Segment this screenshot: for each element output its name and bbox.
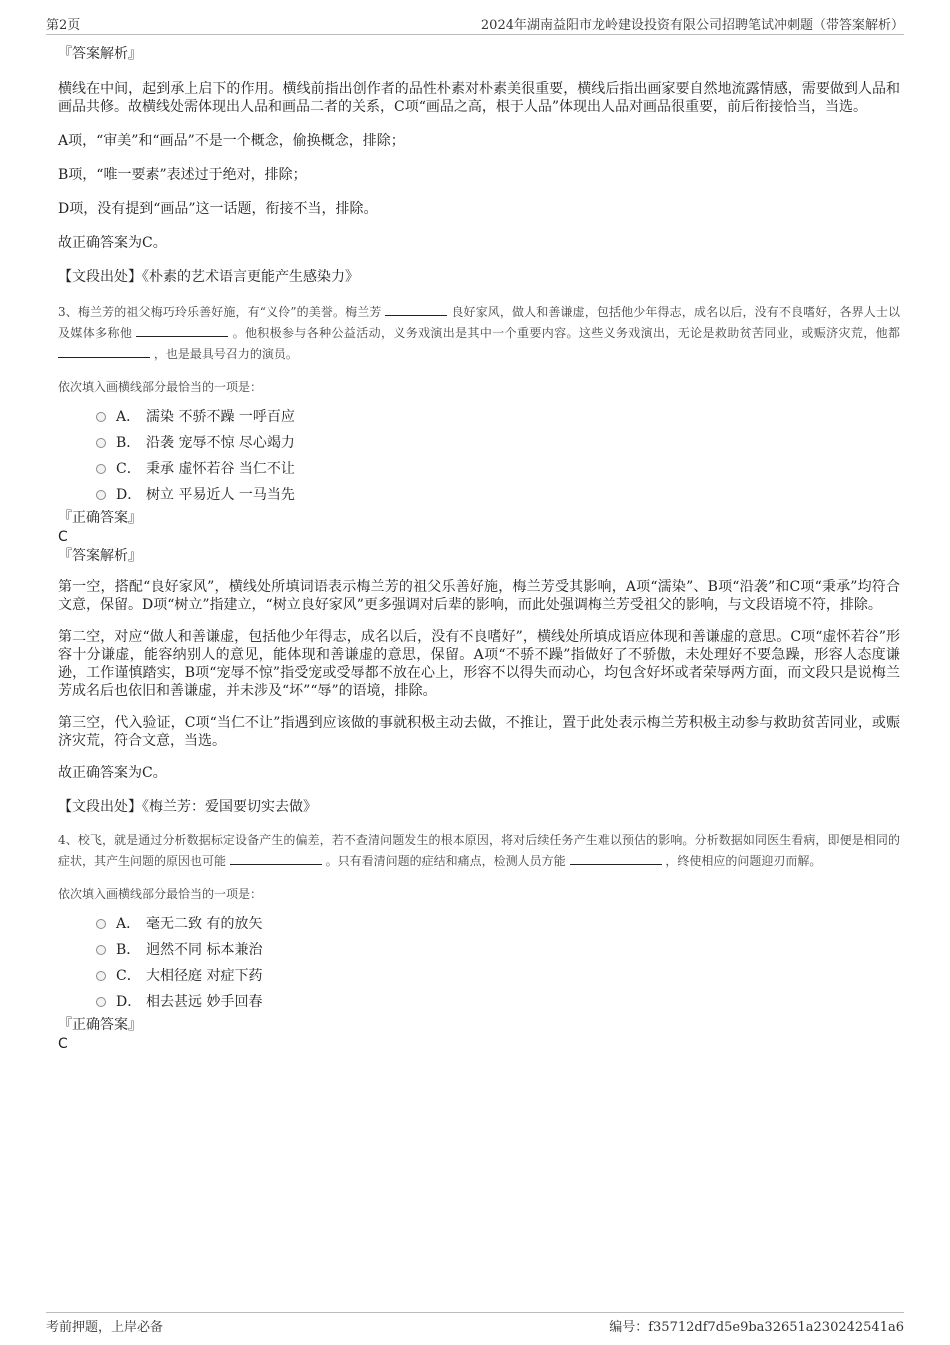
radio-button[interactable]: [96, 971, 106, 981]
fill-blank: [230, 852, 322, 865]
page-number: 第2页: [46, 18, 81, 33]
conclusion: 故正确答案为C。: [58, 235, 167, 251]
option-list: [96, 404, 900, 508]
footer-slogan: 考前押题，上岸必备: [46, 1320, 164, 1335]
radio-button[interactable]: [96, 919, 106, 929]
option-a[interactable]: A． 毫无二致 有的放矢: [96, 911, 900, 937]
page-header: [46, 14, 904, 35]
analysis-paragraph: B项，“唯一要素”表述过于绝对，排除；: [58, 167, 307, 183]
document-id: 编号：f35712df7d5e9ba32651a230242541a6: [609, 1320, 904, 1335]
analysis-paragraph: 第三空，代入验证，C项“当仁不让”指遇到应该做的事就积极主动去做，不推让，置于此处表示梅兰芳积极主动参与救助贫苦同业，或赈济灾荒，符合文意，当选。: [58, 715, 900, 749]
correct-answer-label: 『正确答案』: [58, 1017, 142, 1033]
option-b[interactable]: B． 迥然不同 标本兼治: [96, 937, 900, 963]
question-stem: 4、校飞，就是通过分析数据标定设备产生的偏差，若不查清问题发生的根本原因，将对后续任务产生难以预估的影响。分析数据如同医生看病，即便是相同的症状，其产生问题的原因也可能 。只有看清问题的症结和痛点，检测人员方能 ，终使相应的问题迎刃而解。: [58, 833, 900, 868]
document-body: [58, 44, 900, 1053]
option-d[interactable]: D． 树立 平易近人 一马当先: [96, 482, 900, 508]
question-stem: 3、梅兰芳的祖父梅巧玲乐善好施，有“义伶”的美誉。梅兰芳 良好家风，做人和善谦虚，包括他少年得志，成名以后，没有不良嗜好，各界人士以及媒体多称他 。他积极参与各种公益活动，义务戏演出是其中一个重要内容。这些义务戏演出，无论是救助贫苦同业，或赈济灾荒，他都 ，也是最具号召力的演员。: [58, 305, 900, 361]
radio-button[interactable]: [96, 997, 106, 1007]
option-b[interactable]: B． 沿袭 宠辱不惊 尽心竭力: [96, 430, 900, 456]
analysis-paragraph: 第二空，对应“做人和善谦虚，包括他少年得志，成名以后，没有不良嗜好”，横线处所填成语应体现和善谦虚的意思。C项“虚怀若谷”形容十分谦虚，能容纳别人的意见，能体现和善谦虚的意思，保留。A项“不骄不躁”指做好了不骄傲，未处理好不要急躁，形容人态度谦逊，工作谨慎踏实，B项“宠辱不惊”指受宠或受辱都不放在心上，形容不以得失而动心，均包含好坏或者荣辱两方面，而文段只是说梅兰芳成名后也依旧和善谦虚，并未涉及“坏”“辱”的语境，排除。: [58, 629, 900, 699]
option-c[interactable]: C． 秉承 虚怀若谷 当仁不让: [96, 456, 900, 482]
fill-blank: [58, 345, 150, 358]
option-a[interactable]: A． 濡染 不骄不躁 一呼百应: [96, 404, 900, 430]
analysis-paragraph: 第一空，搭配“良好家风”，横线处所填词语表示梅兰芳的祖父乐善好施，梅兰芳受其影响，A项“濡染”、B项“沿袭”和C项“秉承”均符合文意，保留。D项“树立”指建立，“树立良好家风”更多强调对后辈的影响，而此处强调梅兰芳受祖父的影响，与文段语境不符，排除。: [58, 579, 900, 613]
correct-answer-label: 『正确答案』: [58, 510, 142, 526]
conclusion: 故正确答案为C。: [58, 765, 167, 781]
question-prompt: 依次填入画横线部分最恰当的一项是：: [58, 380, 263, 394]
radio-button[interactable]: [96, 945, 106, 955]
radio-button[interactable]: [96, 490, 106, 500]
fill-blank: [385, 303, 447, 316]
analysis-paragraph: 横线在中间，起到承上启下的作用。横线前指出创作者的品性朴素对朴素美很重要，横线后指出画家要自然地流露情感，需要做到人品和画品共修。故横线处需体现出人品和画品二者的关系，C项“画品之高，根于人品”体现出人品对画品很重要，前后衔接恰当，当选。: [58, 81, 900, 115]
analysis-paragraph: A项，“审美”和“画品”不是一个概念，偷换概念，排除；: [58, 133, 405, 149]
source-citation: 【文段出处】《朴素的艺术语言更能产生感染力》: [58, 269, 359, 285]
radio-button[interactable]: [96, 438, 106, 448]
radio-button[interactable]: [96, 464, 106, 474]
option-list: [96, 911, 900, 1015]
fill-blank: [570, 852, 662, 865]
analysis-paragraph: D项，没有提到“画品”这一话题，衔接不当，排除。: [58, 201, 378, 217]
option-d[interactable]: D． 相去甚远 妙手回春: [96, 989, 900, 1015]
option-c[interactable]: C． 大相径庭 对症下药: [96, 963, 900, 989]
fill-blank: [136, 324, 228, 337]
radio-button[interactable]: [96, 412, 106, 422]
question-prompt: 依次填入画横线部分最恰当的一项是：: [58, 887, 263, 901]
correct-answer: C: [58, 1036, 68, 1052]
correct-answer: C: [58, 529, 68, 545]
analysis-label: 『答案解析』: [58, 548, 142, 564]
source-citation: 【文段出处】《梅兰芳：爱国要切实去做》: [58, 799, 317, 815]
document-title: 2024年湖南益阳市龙岭建设投资有限公司招聘笔试冲刺题（带答案解析）: [480, 18, 904, 33]
analysis-label: 『答案解析』: [58, 46, 142, 62]
page-footer: [46, 1312, 904, 1336]
